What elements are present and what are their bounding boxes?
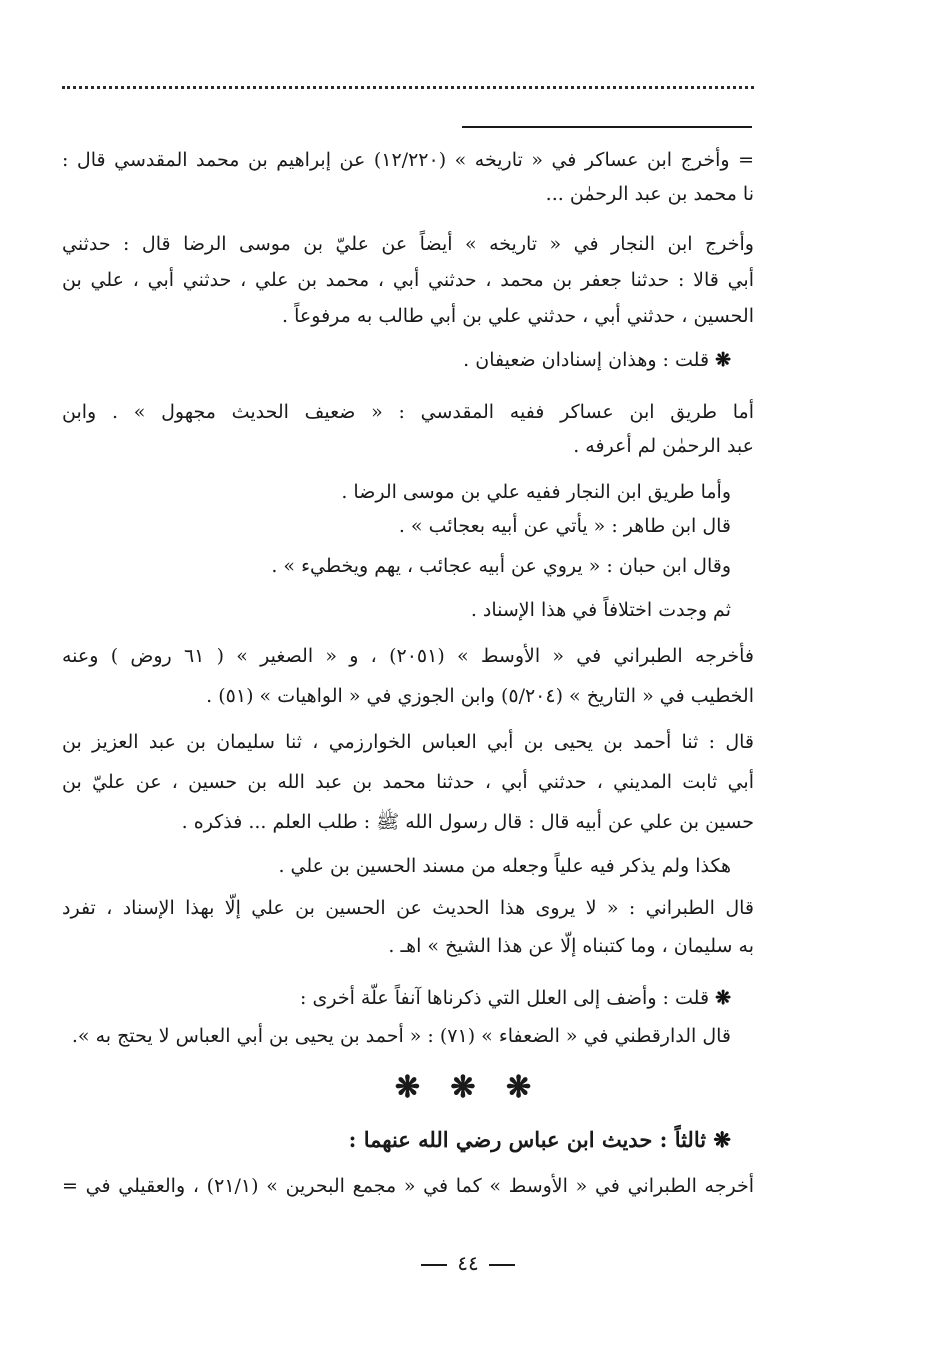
body-line-19 [300,984,731,1012]
page-number-dash-left [489,1264,515,1266]
body-line-12: الخطيب في « التاريخ » (٥/٢٠٤) وابن الجوزي في « الواهيات » (٥١) . [206,685,754,707]
dotted-divider [62,86,754,89]
body-line-6: عبد الرحمٰن لم أعرفه . [573,435,754,457]
body-line-18: به سليمان ، وما كتبناه إلّا عن هذا الشيخ » اهـ . [388,935,754,957]
star-marker-icon: ❋ [715,987,731,1009]
body-line-17: قال الطبراني : « لا يروى هذا الحديث عن الحسين بن علي إلّا بهذا الإسناد ، تفرد [62,897,754,919]
footnote-line-2: نا محمد بن عبد الرحمٰن ... [545,183,754,205]
body-line-1: وأخرج ابن النجار في « تاريخه » أيضاً عن عليّ بن موسى الرضا قال : حدثني [62,233,754,255]
footnote-rule [462,126,752,128]
body-line-4-text: قلت : وهذان إسنادان ضعيفان . [463,349,710,371]
body-line-9: وقال ابن حبان : « يروي عن أبيه عجائب ، يهم ويخطيء » . [271,555,731,577]
section-heading-text: ثالثاً : حديث ابن عباس رضي الله عنهما : [348,1127,707,1152]
body-line-19-text: قلت : وأضف إلى العلل التي ذكرناها آنفاً علّة أخرى : [300,987,710,1009]
body-line-15: حسين بن علي عن أبيه قال : قال رسول الله ﷺ : طلب العلم ... فذكره . [181,811,754,833]
section-heading [349,1126,731,1154]
body-line-4 [463,346,731,374]
body-line-14: أبي ثابت المديني ، حدثني أبي ، حدثنا محمد بن عبد الله بن حسين ، عن عليّ بن [62,771,754,793]
footnote-line-1: = وأخرج ابن عساكر في « تاريخه » (١٢/٢٢٠) عن إبراهيم بن محمد المقدسي قال : [62,149,755,171]
body-line-10: ثم وجدت اختلافاً في هذا الإسناد . [470,599,731,621]
body-line-2: أبي قالا : حدثنا جعفر بن محمد ، حدثني أبي ، محمد بن علي ، حدثني أبي ، علي بن [62,269,754,291]
section-separator-icon: ❋ ❋ ❋ [394,1070,542,1105]
body-line-16: هكذا ولم يذكر فيه علياً وجعله من مسند الحسين بن علي . [278,855,731,877]
page-number-value: ٤٤ [457,1251,479,1275]
star-marker-icon: ❋ [715,349,731,371]
body-line-13: قال : ثنا أحمد بن يحيى بن أبي العباس الخوارزمي ، ثنا سليمان بن عبد العزيز بن [62,731,754,753]
page-number [0,1250,936,1276]
body-last-line: أخرجه الطبراني في « الأوسط » كما في « مجمع البحرين » (٢١/١) ، والعقيلي في = [62,1175,754,1197]
body-line-11: فأخرجه الطبراني في « الأوسط » (٢٠٥١) ، و « الصغير » ( ٦١ روض ) وعنه [62,645,755,667]
body-line-7: وأما طريق ابن النجار ففيه علي بن موسى الرضا . [341,481,731,503]
body-line-3: الحسين ، حدثني أبي ، حدثني علي بن أبي طالب به مرفوعاً . [282,305,754,327]
body-line-20: قال الدارقطني في « الضعفاء » (٧١) : « أحمد بن يحيى بن أبي العباس لا يحتج به ». [71,1025,731,1047]
body-line-8: قال ابن طاهر : « يأتي عن أبيه بعجائب » . [398,515,731,537]
star-marker-icon: ❋ [713,1127,731,1152]
body-line-5: أما طريق ابن عساكر ففيه المقدسي : « ضعيف الحديث مجهول » . وابن [62,401,754,423]
page-number-dash-right [421,1264,447,1266]
